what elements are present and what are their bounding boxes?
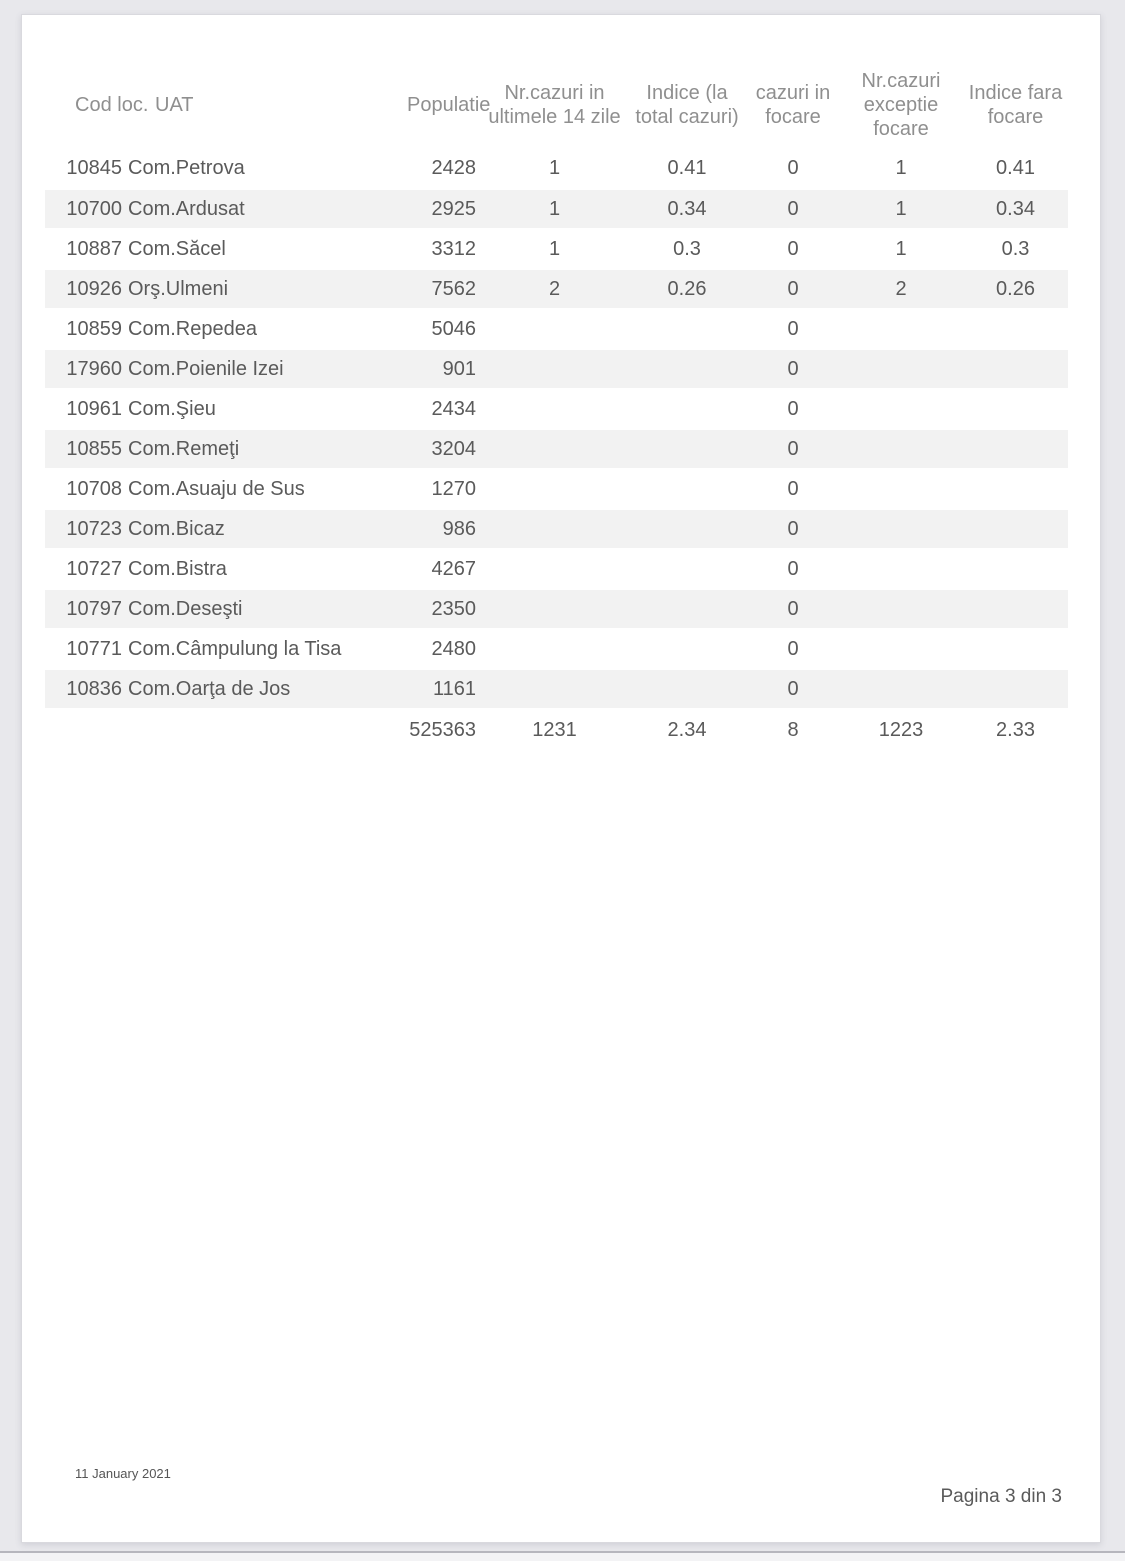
cell-indice_fara: 2.33 [996, 719, 1035, 741]
cell-nr14: 1 [482, 189, 627, 229]
cell-nr14 [482, 429, 627, 469]
table-row [45, 589, 1068, 629]
cell-populatie: 525363 [409, 719, 476, 741]
cell-cazuri_focare: 0 [787, 237, 799, 260]
cell-uat: Com.Deseşti [122, 589, 407, 629]
cell-indice_fara [963, 549, 1068, 589]
cell-exceptie: 2 [839, 269, 963, 309]
next-page-edge [0, 1551, 1125, 1561]
cell-populatie: 4267 [431, 557, 476, 580]
cell-uat: Com.Petrova [128, 157, 245, 179]
table-header [45, 61, 1068, 149]
cell-cazuri_focare: 0 [747, 349, 839, 389]
cell-uat: Com.Câmpulung la Tisa [128, 637, 342, 660]
header-nr-cazuri-14-zile: Nr.cazuri in ultimele 14 zile [488, 82, 621, 128]
table-row [45, 469, 1068, 509]
cell-cod: 10700 [45, 189, 122, 229]
cell-nr14 [482, 509, 627, 549]
cell-cod [45, 709, 122, 751]
cell-indice_fara: 0.41 [996, 157, 1035, 179]
footer-date: 11 January 2021 [75, 1466, 171, 1481]
cell-indice_fara: 0.26 [963, 269, 1068, 309]
cell-nr14 [482, 389, 627, 429]
table-row [45, 429, 1068, 469]
cell-exceptie [839, 349, 963, 389]
table-row [45, 669, 1068, 709]
cell-populatie: 2434 [431, 397, 476, 420]
cell-nr14 [482, 549, 627, 589]
cell-cod: 10708 [66, 477, 122, 500]
cell-cod: 10926 [45, 269, 122, 309]
cell-indice_total [627, 349, 747, 389]
header-cazuri-in-focare: cazuri in focare [755, 82, 831, 128]
cell-exceptie [839, 669, 963, 709]
cell-nr14 [482, 629, 627, 669]
cell-indice_total [627, 589, 747, 629]
report-page [21, 14, 1101, 1543]
cell-indice_fara [963, 669, 1068, 709]
cell-indice_total: 0.41 [667, 157, 707, 179]
cell-cazuri_focare: 0 [787, 157, 799, 179]
cell-cod: 10771 [66, 637, 122, 660]
table-row [45, 349, 1068, 389]
cell-cazuri_focare: 8 [787, 719, 799, 741]
header-nr-cazuri-exceptie-focare: Nr.cazuri exceptie focare [861, 70, 941, 140]
cell-cazuri_focare: 0 [747, 589, 839, 629]
cell-cod: 10723 [45, 509, 122, 549]
table-row [45, 629, 1068, 669]
cell-exceptie: 1 [895, 237, 907, 260]
cell-cazuri_focare: 0 [787, 557, 799, 580]
cell-cazuri_focare: 0 [787, 637, 799, 660]
table-body [45, 149, 1068, 751]
cell-indice_total [627, 469, 747, 509]
cell-uat: Com.Săcel [128, 237, 226, 260]
cell-indice_total: 2.34 [667, 719, 707, 741]
cell-exceptie [839, 469, 963, 509]
cell-cod: 10845 [66, 157, 122, 179]
cell-exceptie [839, 629, 963, 669]
cell-indice_total [627, 549, 747, 589]
cell-cod: 17960 [45, 349, 122, 389]
cell-populatie: 2428 [431, 157, 476, 179]
cell-populatie: 2925 [407, 189, 482, 229]
table-row [45, 509, 1068, 549]
cell-indice_fara [963, 389, 1068, 429]
cell-uat: Com.Ardusat [122, 189, 407, 229]
cell-uat: Com.Repedea [128, 317, 257, 340]
cell-uat [122, 709, 407, 751]
cell-exceptie [839, 309, 963, 349]
cell-nr14 [482, 669, 627, 709]
cell-populatie: 3312 [431, 237, 476, 260]
cell-nr14: 2 [482, 269, 627, 309]
table-row [45, 389, 1068, 429]
cell-indice_fara [963, 629, 1068, 669]
cell-indice_total [627, 429, 747, 469]
cell-cazuri_focare: 0 [747, 669, 839, 709]
data-table [45, 61, 1068, 751]
cell-indice_total: 0.3 [673, 237, 701, 260]
cell-exceptie: 1 [839, 189, 963, 229]
cell-cazuri_focare: 0 [747, 429, 839, 469]
cell-indice_fara: 0.34 [963, 189, 1068, 229]
cell-uat: Com.Şieu [128, 397, 216, 420]
cell-indice_fara [963, 509, 1068, 549]
cell-indice_total [627, 509, 747, 549]
cell-nr14: 1 [548, 157, 561, 179]
cell-exceptie [839, 589, 963, 629]
header-indice-total-cazuri: Indice (la total cazuri) [635, 82, 739, 128]
cell-uat: Orş.Ulmeni [122, 269, 407, 309]
cell-uat: Com.Bistra [128, 557, 227, 580]
cell-populatie: 7562 [407, 269, 482, 309]
cell-nr14: 1231 [532, 719, 577, 741]
cell-uat: Com.Asuaju de Sus [128, 477, 305, 500]
cell-indice_fara [963, 429, 1068, 469]
cell-cod: 10859 [66, 317, 122, 340]
cell-indice_total: 0.34 [627, 189, 747, 229]
table-row [45, 149, 1068, 189]
cell-exceptie [839, 509, 963, 549]
cell-exceptie [839, 429, 963, 469]
cell-uat: Com.Bicaz [122, 509, 407, 549]
table-row [45, 229, 1068, 269]
cell-indice_total [627, 309, 747, 349]
table-row [45, 189, 1068, 229]
header-cod-loc: Cod loc. [75, 94, 149, 116]
cell-populatie: 2350 [407, 589, 482, 629]
cell-indice_total [627, 629, 747, 669]
cell-indice_fara [963, 589, 1068, 629]
cell-cazuri_focare: 0 [747, 189, 839, 229]
cell-nr14: 1 [548, 237, 561, 260]
cell-nr14 [482, 589, 627, 629]
cell-cod: 10961 [66, 397, 122, 420]
cell-cod: 10797 [45, 589, 122, 629]
cell-indice_fara [963, 309, 1068, 349]
cell-uat: Com.Remeţi [122, 429, 407, 469]
cell-cod: 10727 [66, 557, 122, 580]
cell-cazuri_focare: 0 [747, 269, 839, 309]
table-header-row [45, 61, 1068, 149]
header-populatie: Populatie [407, 94, 491, 116]
cell-uat: Com.Oarţa de Jos [122, 669, 407, 709]
cell-indice_fara [963, 469, 1068, 509]
cell-populatie: 1270 [431, 477, 476, 500]
table-row [45, 549, 1068, 589]
cell-nr14 [482, 349, 627, 389]
cell-cazuri_focare: 0 [787, 317, 799, 340]
cell-uat: Com.Poienile Izei [122, 349, 407, 389]
cell-populatie: 2480 [431, 637, 476, 660]
cell-cazuri_focare: 0 [787, 477, 799, 500]
report-content [22, 15, 1100, 751]
cell-cazuri_focare: 0 [787, 397, 799, 420]
cell-populatie: 986 [407, 509, 482, 549]
cell-populatie: 901 [407, 349, 482, 389]
header-uat: UAT [155, 94, 194, 116]
cell-indice_total [627, 389, 747, 429]
cell-indice_total: 0.26 [627, 269, 747, 309]
cell-populatie: 3204 [407, 429, 482, 469]
cell-indice_fara [963, 349, 1068, 389]
table-row [45, 309, 1068, 349]
cell-exceptie [839, 389, 963, 429]
cell-exceptie: 1 [895, 157, 907, 179]
footer-page-number: Pagina 3 din 3 [940, 1486, 1062, 1507]
cell-populatie: 5046 [431, 317, 476, 340]
cell-populatie: 1161 [407, 669, 482, 709]
cell-indice_total [627, 669, 747, 709]
cell-exceptie [839, 549, 963, 589]
cell-cod: 10855 [45, 429, 122, 469]
header-indice-fara-focare: Indice fara focare [968, 82, 1063, 128]
table-row [45, 269, 1068, 309]
cell-cod: 10836 [45, 669, 122, 709]
cell-cod: 10887 [66, 237, 122, 260]
cell-cazuri_focare: 0 [747, 509, 839, 549]
cell-indice_fara: 0.3 [1001, 237, 1030, 260]
cell-exceptie: 1223 [878, 719, 924, 741]
table-total-row [45, 709, 1068, 751]
cell-nr14 [482, 469, 627, 509]
cell-nr14 [482, 309, 627, 349]
